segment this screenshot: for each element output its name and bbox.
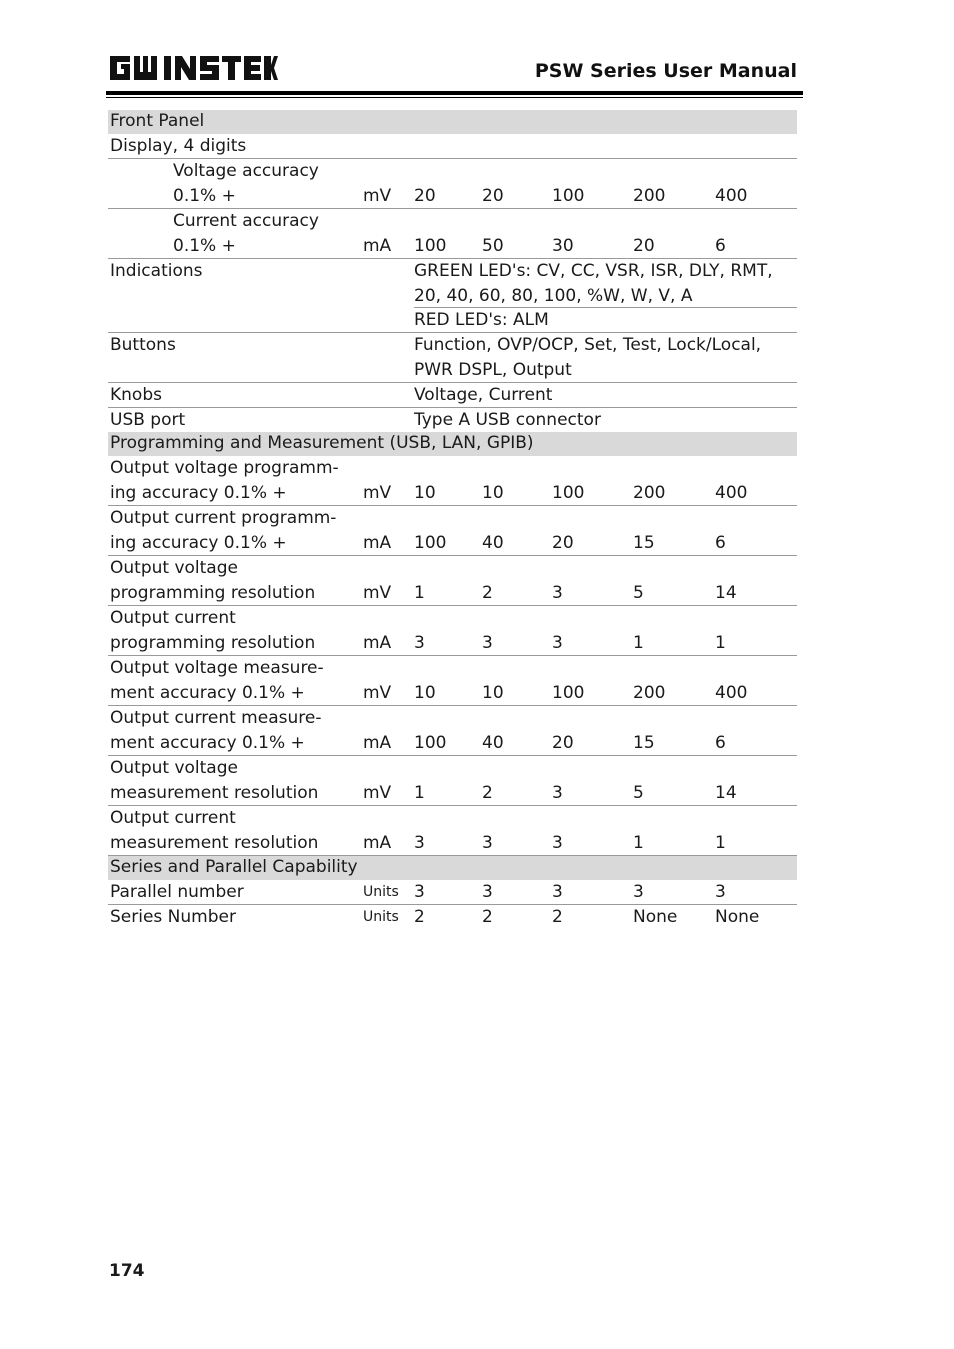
row-label: ment accuracy 0.1% +: [110, 733, 305, 753]
table-row: [108, 506, 797, 556]
value: 20: [552, 533, 574, 553]
value: 100: [414, 236, 447, 256]
unit: mA: [363, 633, 392, 653]
value: 6: [715, 733, 726, 753]
value: 50: [482, 236, 504, 256]
section-front-panel: [108, 110, 797, 134]
row-description: RED LED's: ALM: [414, 310, 549, 330]
row-label: Output voltage measure-: [110, 658, 324, 678]
value: 3: [633, 882, 644, 902]
value: 20: [482, 186, 504, 206]
value: None: [633, 907, 678, 927]
row-label: Indications: [110, 261, 203, 281]
row-label: measurement resolution: [110, 783, 319, 803]
row-label: Output current: [110, 808, 236, 828]
value: 100: [414, 533, 447, 553]
unit: mA: [363, 733, 392, 753]
unit: Units: [363, 884, 399, 900]
value: 100: [552, 483, 585, 503]
table-row: [108, 706, 797, 756]
value: 200: [633, 683, 666, 703]
unit: mV: [363, 186, 392, 206]
value: 100: [552, 683, 585, 703]
value: 200: [633, 186, 666, 206]
value: 15: [633, 533, 655, 553]
table-row: [108, 134, 797, 159]
section-title: Series and Parallel Capability: [110, 857, 358, 877]
row-label: Buttons: [110, 335, 176, 355]
value: 15: [633, 733, 655, 753]
section-title: Programming and Measurement (USB, LAN, GPIB): [110, 433, 534, 453]
value: 5: [633, 583, 644, 603]
unit: mA: [363, 833, 392, 853]
value: 2: [482, 583, 493, 603]
value: 10: [414, 483, 436, 503]
value: 6: [715, 533, 726, 553]
unit: Units: [363, 909, 399, 925]
unit: mV: [363, 483, 392, 503]
spec-table: [108, 110, 797, 929]
row-label: ment accuracy 0.1% +: [110, 683, 305, 703]
unit: mV: [363, 583, 392, 603]
value: 1: [414, 583, 425, 603]
row-label: ing accuracy 0.1% +: [110, 533, 287, 553]
value: 10: [482, 483, 504, 503]
value: 10: [414, 683, 436, 703]
value: 3: [414, 633, 425, 653]
value: 400: [715, 683, 748, 703]
value: 3: [552, 633, 563, 653]
value: 30: [552, 236, 574, 256]
value: 40: [482, 733, 504, 753]
value: 1: [715, 633, 726, 653]
unit: mA: [363, 236, 392, 256]
value: 5: [633, 783, 644, 803]
row-label: Series Number: [110, 907, 236, 927]
value: 3: [552, 882, 563, 902]
table-row: [108, 905, 797, 929]
table-row: [108, 383, 797, 408]
value: 10: [482, 683, 504, 703]
table-row: [108, 606, 797, 656]
value: 6: [715, 236, 726, 256]
programming-rows: [108, 456, 797, 856]
value: 20: [633, 236, 655, 256]
page-number: 174: [109, 1261, 145, 1281]
table-row: [108, 259, 797, 308]
value: 1: [715, 833, 726, 853]
row-description: GREEN LED's: CV, CC, VSR, ISR, DLY, RMT,: [414, 261, 773, 281]
value: 1: [633, 833, 644, 853]
value: 20: [414, 186, 436, 206]
row-label: Output current programm-: [110, 508, 337, 528]
value: 3: [482, 633, 493, 653]
row-label: Display, 4 digits: [110, 136, 247, 156]
row-label: ing accuracy 0.1% +: [110, 483, 287, 503]
value: 2: [552, 907, 563, 927]
value: 3: [482, 833, 493, 853]
row-label: Output current measure-: [110, 708, 322, 728]
table-row: [108, 556, 797, 606]
value: 3: [552, 783, 563, 803]
table-row: [108, 159, 797, 209]
section-programming: [108, 432, 797, 456]
value: 1: [414, 783, 425, 803]
manual-title: PSW Series User Manual: [534, 60, 797, 82]
row-label: Output current: [110, 608, 236, 628]
value: 100: [414, 733, 447, 753]
value: 14: [715, 783, 737, 803]
unit: mV: [363, 783, 392, 803]
value: 200: [633, 483, 666, 503]
value: 3: [414, 833, 425, 853]
row-description: Function, OVP/OCP, Set, Test, Lock/Local,: [414, 335, 762, 355]
value: 3: [414, 882, 425, 902]
header-rule-thick: [106, 91, 803, 95]
gw-instek-logo: [108, 52, 278, 84]
table-row: [108, 408, 797, 432]
table-row: [108, 656, 797, 706]
row-description: PWR DSPL, Output: [414, 360, 572, 380]
row-label: USB port: [110, 410, 186, 430]
value: 40: [482, 533, 504, 553]
value: 2: [482, 907, 493, 927]
row-description: Voltage, Current: [414, 385, 553, 405]
section-series-parallel: [108, 856, 797, 880]
value: 3: [552, 833, 563, 853]
row-label: measurement resolution: [110, 833, 319, 853]
value: 3: [715, 882, 726, 902]
table-row: [108, 806, 797, 856]
value: None: [715, 907, 760, 927]
row-label: Output voltage programm-: [110, 458, 339, 478]
row-description: Type A USB connector: [414, 410, 601, 430]
row-description: 20, 40, 60, 80, 100, %W, W, V, A: [414, 286, 693, 306]
value: 3: [482, 882, 493, 902]
unit: mA: [363, 533, 392, 553]
row-label: Voltage accuracy: [173, 161, 319, 181]
table-row: [108, 308, 797, 333]
value: 14: [715, 583, 737, 603]
value: 1: [633, 633, 644, 653]
unit: mV: [363, 683, 392, 703]
table-row: [108, 756, 797, 806]
section-title: Front Panel: [110, 111, 205, 131]
table-row: [108, 456, 797, 506]
row-label: Current accuracy: [173, 211, 319, 231]
row-label: Knobs: [110, 385, 162, 405]
value: 20: [552, 733, 574, 753]
value: 400: [715, 483, 748, 503]
value: 400: [715, 186, 748, 206]
header-rule-thin: [106, 97, 803, 98]
table-row: [108, 880, 797, 905]
value: 100: [552, 186, 585, 206]
row-label: programming resolution: [110, 633, 316, 653]
row-label: 0.1% +: [173, 186, 236, 206]
row-label: 0.1% +: [173, 236, 236, 256]
value: 2: [414, 907, 425, 927]
row-label: Parallel number: [110, 882, 244, 902]
row-label: Output voltage: [110, 758, 238, 778]
row-label: Output voltage: [110, 558, 238, 578]
table-row: [108, 333, 797, 383]
value: 2: [482, 783, 493, 803]
row-label: programming resolution: [110, 583, 316, 603]
value: 3: [552, 583, 563, 603]
table-row: [108, 209, 797, 259]
series-rows: [108, 880, 797, 929]
